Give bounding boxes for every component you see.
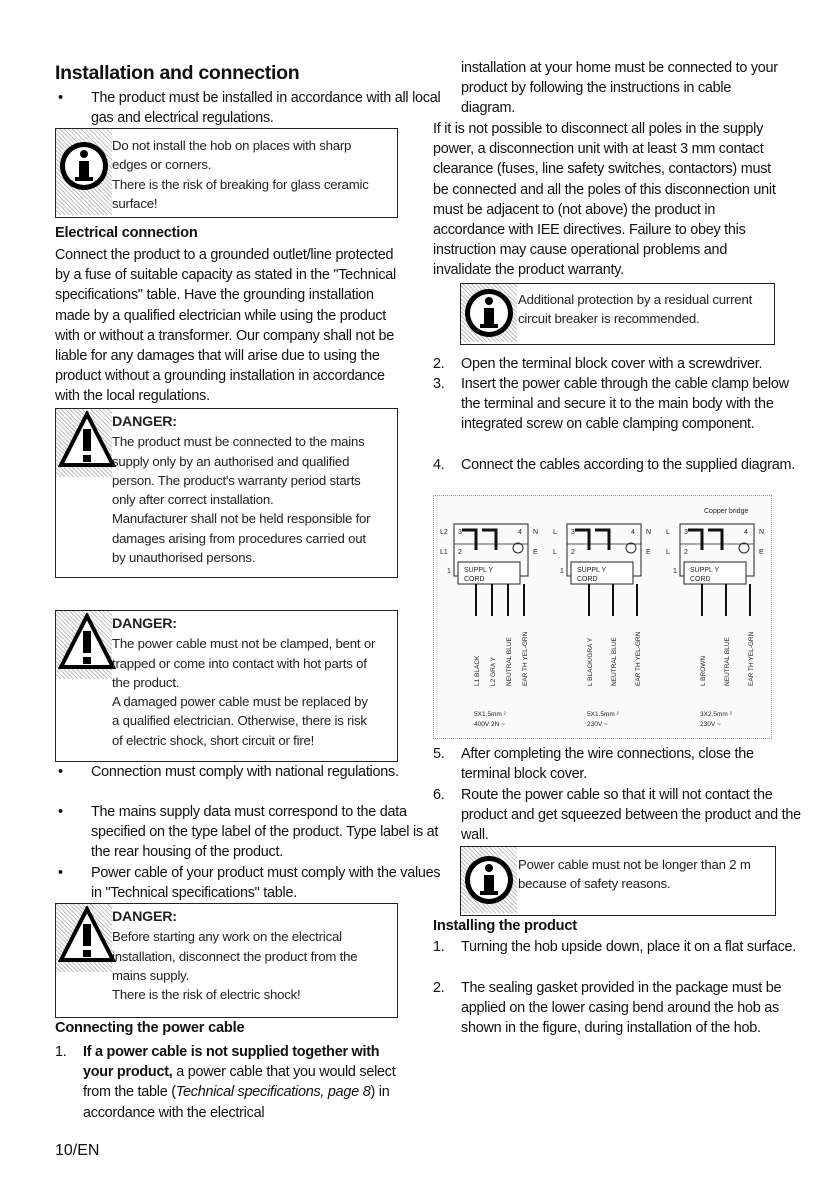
info-box-2 — [460, 283, 775, 345]
supply-cord-label: SUPPL Y — [464, 567, 494, 574]
step-number: 1. — [55, 1044, 67, 1060]
danger-title: DANGER: — [112, 616, 177, 632]
danger-3-line: Before starting any work on the electrical — [112, 929, 342, 945]
danger-title: DANGER: — [112, 909, 177, 925]
copper-bridge — [595, 530, 609, 550]
info-box-1-line: surface! — [112, 195, 158, 211]
install-step-2 — [433, 978, 806, 1039]
step-6 — [433, 785, 806, 846]
danger-3-line: There is the risk of electric shock! — [112, 987, 301, 1003]
terminal-label: N — [646, 529, 652, 536]
wire-label: NEUTRAL BLUE — [724, 637, 731, 686]
bullet-item: • The mains supply data must correspond to the data specified on the type label of the product. Type label is at the rear housing of the product. — [55, 802, 443, 863]
copper-bridge — [708, 530, 722, 550]
terminal-label: 4 — [631, 529, 635, 536]
terminal-label: 3 — [684, 529, 688, 536]
step-text: Open the terminal block cover with a screwdriver. — [461, 356, 763, 372]
step-1-text: a power cable that you would select from the table ( — [83, 1064, 396, 1101]
step-5 — [433, 744, 806, 784]
right-continuation: installation at your home must be connected to your product by following the instructions in cable diagram. — [461, 60, 778, 117]
terminal-label: L1 — [440, 549, 448, 556]
info-box-1 — [55, 128, 398, 218]
danger-2-line: A damaged power cable must be replaced by — [112, 694, 368, 710]
power-cable-heading: Connecting the power cable — [55, 1020, 245, 1036]
terminal-label: E — [759, 549, 764, 556]
wire-label: NEUTRAL BLUE — [611, 637, 618, 686]
terminal-label: L2 — [440, 529, 448, 536]
supply-cord-label: CORD — [690, 576, 711, 583]
wire-label: EAR TH YEL-GRN — [635, 631, 642, 686]
danger-box-1 — [55, 408, 398, 578]
step-number: 3. — [433, 376, 445, 392]
danger-1-line: by unauthorised persons. — [112, 550, 256, 566]
danger-2-line: trapped or come into contact with hot parts of — [112, 655, 367, 671]
step-number: 6. — [433, 787, 445, 803]
step-text: Route the power cable so that it will not contact the product and get squeezed between the product and the wall. — [461, 787, 801, 844]
wire-label: EAR TH YEL-GRN — [748, 631, 755, 686]
terminal-label: L — [553, 529, 557, 536]
danger-3-line: mains supply. — [112, 967, 190, 983]
terminal-label: E — [533, 549, 538, 556]
danger-2-line: the product. — [112, 674, 180, 690]
terminal-label: 2 — [458, 549, 462, 556]
earth-terminal — [739, 543, 749, 553]
danger-box-3 — [55, 903, 398, 1018]
wire-label: L1 BLACK — [474, 655, 481, 686]
copper-bridge-label: Copper bridge — [704, 508, 749, 515]
info-box-3-line: Power cable must not be longer than 2 m — [518, 857, 751, 872]
step-text: Turning the hob upside down, place it on a flat surface. — [461, 939, 797, 955]
info-box-2-line: Additional protection by a residual current — [518, 292, 753, 307]
warning-icon — [58, 906, 116, 964]
wiring-diagram — [433, 495, 772, 739]
page-number: 10/EN — [55, 1142, 100, 1159]
step-2 — [433, 354, 806, 374]
cable-spec: 5X1.5mm ² — [474, 711, 506, 718]
step-text: Connect the cables according to the supplied diagram. — [461, 457, 795, 473]
step-number: 1. — [433, 939, 445, 955]
copper-bridge — [482, 530, 496, 550]
info-box-2-line: circuit breaker is recommended. — [518, 311, 700, 327]
step-1-bold: If a power cable is not supplied together with your product, — [83, 1044, 380, 1081]
info-box-3 — [460, 846, 776, 916]
step-text: The sealing gasket provided in the package must be applied on the lower casing bend around the hob as shown in the figure, during installation of the hob. — [461, 980, 782, 1037]
terminal-label: 4 — [518, 529, 522, 536]
danger-1-line: supply only by an authorised and qualified — [112, 453, 350, 469]
supply-cord-label: SUPPL Y — [577, 567, 607, 574]
intro-bullet: • The product must be installed in accordance with all local gas and electrical regulations. — [55, 88, 443, 128]
terminal-label: L — [666, 549, 670, 556]
danger-2-line: a qualified electrician. Otherwise, there is risk — [112, 713, 367, 729]
wire-label: L BLACK/GRA Y — [587, 637, 594, 686]
electrical-paragraph: Connect the product to a grounded outlet/line protected by a fuse of suitable capacity as stated in the "Technical specifications" table. Have the grounding installation made by a qualified electrician while using the product with or without a transformer. Our company shall not be liable for any damages that will arise due to using the product without a grounding installation in accordance with the local regulations. — [55, 247, 396, 405]
danger-box-2 — [55, 610, 398, 762]
step-text: After completing the wire connections, close the terminal block cover. — [461, 746, 754, 783]
step-1-end: ) in accordance with the electrical — [83, 1084, 390, 1121]
danger-1-line: person. The product's warranty period starts — [112, 472, 361, 488]
installing-heading: Installing the product — [433, 918, 577, 934]
bullet-item: • Connection must comply with national regulations. — [55, 762, 401, 782]
terminal-label: 3 — [571, 529, 575, 536]
install-step-1 — [433, 937, 806, 957]
cable-spec: 400V 2N ~ — [474, 721, 505, 728]
terminal-label: 3 — [458, 529, 462, 536]
terminal-label: 1 — [447, 568, 451, 575]
step-1-italic: Technical specifications, page 8 — [175, 1084, 371, 1101]
step-number: 4. — [433, 457, 445, 473]
terminal-label: E — [646, 549, 651, 556]
wire-label: L BROWN — [700, 655, 707, 686]
wire-label: EAR TH YEL-GRN — [522, 631, 529, 686]
wire-label: NEUTRAL BLUE — [506, 637, 513, 686]
step-number: 2. — [433, 980, 445, 996]
wire-label: L2 GRA Y — [490, 657, 497, 686]
step-text: Insert the power cable through the cable clamp below the terminal and secure it to the main body with the integrated screw on cable clamping component. — [461, 376, 789, 433]
cable-spec: 230V ~ — [700, 721, 721, 728]
terminal-label: 4 — [744, 529, 748, 536]
danger-1-line: The product must be connected to the mains — [112, 434, 365, 450]
wiring-diagram-svg — [434, 496, 771, 738]
cable-spec: 3X2.5mm ² — [700, 711, 732, 718]
supply-cord-label: CORD — [577, 576, 598, 583]
supply-cord-label: SUPPL Y — [690, 567, 720, 574]
info-box-1-line: There is the risk of breaking for glass ceramic — [112, 176, 369, 192]
cable-spec: 5X1.5mm ² — [587, 711, 619, 718]
danger-2-line: The power cable must not be clamped, bent or — [112, 636, 376, 652]
danger-1-line: Manufacturer shall not be held responsible for — [112, 511, 371, 527]
warning-icon — [58, 411, 116, 469]
info-icon — [464, 855, 514, 905]
step-number: 5. — [433, 746, 445, 762]
danger-2-line: of electric shock, short circuit or fire! — [112, 732, 315, 748]
electrical-heading: Electrical connection — [55, 225, 198, 241]
step-3 — [433, 374, 806, 435]
earth-terminal — [513, 543, 523, 553]
copper-bridge — [575, 530, 589, 550]
section-title: Installation and connection — [55, 62, 300, 84]
danger-3-line: installation, disconnect the product from the — [112, 948, 358, 964]
warning-icon — [58, 613, 116, 671]
info-icon — [464, 288, 514, 338]
danger-1-line: only after correct installation. — [112, 492, 274, 508]
step-1 — [55, 1042, 408, 1123]
right-paragraph: If it is not possible to disconnect all poles in the supply power, a disconnection unit with at least 3 mm contact clearance (fuses, line safety switches, contactors) must be connected and all the poles of this disconnection unit must be adjacent to (not above) the product in accordance with IEE directives. Failure to obey this instruction may cause operational problems and invalidate the product warranty. — [433, 121, 776, 279]
copper-bridge — [462, 530, 476, 550]
cable-spec: 230V ~ — [587, 721, 608, 728]
step-number: 2. — [433, 356, 445, 372]
supply-cord-label: CORD — [464, 576, 485, 583]
terminal-label: 1 — [560, 568, 564, 575]
info-box-1-line: edges or corners. — [112, 157, 212, 173]
info-box-3-line: because of safety reasons. — [518, 876, 671, 892]
terminal-label: 2 — [571, 549, 575, 556]
terminal-label: 1 — [673, 568, 677, 575]
terminal-label: 2 — [684, 549, 688, 556]
copper-bridge — [688, 530, 702, 550]
earth-terminal — [626, 543, 636, 553]
terminal-label: L — [666, 529, 670, 536]
danger-title: DANGER: — [112, 414, 177, 430]
terminal-label: N — [759, 529, 765, 536]
info-icon — [59, 141, 109, 191]
step-4 — [433, 455, 806, 475]
bullet-item: • Power cable of your product must comply with the values in "Technical specifications" table. — [55, 863, 443, 903]
danger-1-line: damages arising from procedures carried out — [112, 530, 366, 546]
terminal-label: L — [553, 549, 557, 556]
info-box-1-line: Do not install the hob on places with sharp — [112, 138, 352, 153]
terminal-label: N — [533, 529, 539, 536]
